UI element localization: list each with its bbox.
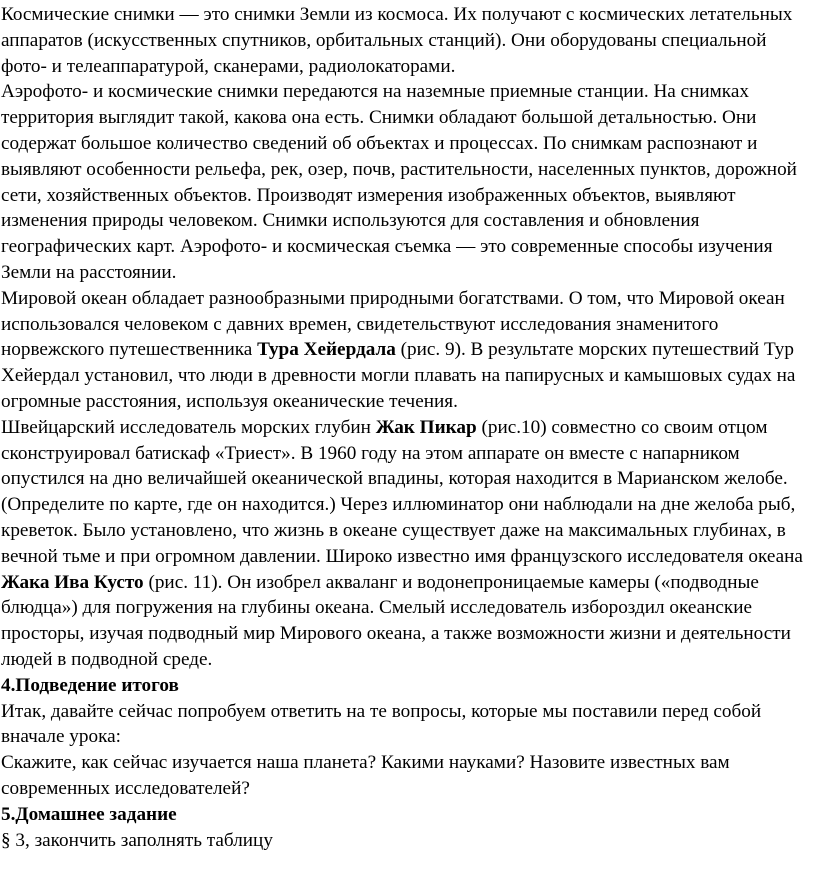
paragraph-summary-questions: Скажите, как сейчас изучается наша планета? Какими науками? Назовите известных вам современных исследователей? bbox=[1, 752, 730, 799]
paragraph-space-images: Космические снимки — это снимки Земли из космоса. Их получают с космических летательных аппаратов (искусственных спутников, орбитальных станций). Они оборудованы специальной фото- и телеаппаратурой, сканерами, радиолокаторами. bbox=[1, 4, 793, 77]
name-cousteau: Жака Ива Кусто bbox=[1, 571, 144, 593]
section-heading-summary: 4.Подведение итогов bbox=[1, 674, 179, 696]
text-fragment: Мировой океан обладает разнообразными природными богатствами. О том, что Мировой океан использовался человеком с давних времен, свидетельствуют исследования знаменитого норвежского путешественника bbox=[1, 287, 785, 361]
text-fragment: (рис. 11). Он изобрел акваланг и водонепроницаемые камеры («подводные блюдца») для погружения на глубины океана. Смелый исследователь избороздил океанские просторы, изучая подводный мир Мирового океана, а также возможности жизни и деятельности людей в подводной среде. bbox=[1, 571, 791, 670]
name-heyerdahl: Тура Хейердала bbox=[257, 339, 396, 361]
paragraph-summary-intro: Итак, давайте сейчас попробуем ответить на те вопросы, которые мы поставили перед собой вначале урока: bbox=[1, 700, 762, 748]
paragraph-aerial-images: Аэрофото- и космические снимки передаются на наземные приемные станции. На снимках территория выглядит такой, какова она есть. Снимки обладают большой детальностью. Они содержат большое количество сведений об объектах и процессах. По снимкам распознают и выявляют особенности рельефа, рек, озер, почв, растительности, населенных пунктов, дорожной сети, хозяйственных объектов. Производят измерения изображенных объектов, выявляют изменения природы человеком. Снимки используются для составления и обновления географических карт. Аэрофото- и космическая съемка — это современные способы изучения Земли на расстоянии. bbox=[1, 81, 797, 283]
section-heading-homework: 5.Домашнее задание bbox=[1, 803, 177, 825]
paragraph-piccard-cousteau bbox=[1, 415, 812, 673]
text-fragment: (рис.10) совместно со своим отцом сконструировал батискаф «Триест». В 1960 году на этом аппарате он вместе с напарником опустился на дно величайшей океанической впадины, которая находится в Марианском желобе. (Определите по карте, где он находится.) Через иллюминатор они наблюдали на дне желоба рыб, креветок. Было установлено, что жизнь в океане существует даже на максимальных глубинах, в вечной тьме и при огромном давлении. Широко известно имя французского исследователя океана bbox=[1, 416, 803, 567]
name-piccard: Жак Пикар bbox=[375, 416, 477, 438]
text-fragment: Швейцарский исследователь морских глубин bbox=[1, 416, 376, 438]
paragraph-heyerdahl bbox=[1, 286, 812, 415]
paragraph-homework: § 3, закончить заполнять таблицу bbox=[1, 829, 273, 851]
text-fragment: (рис. 9). В результате морских путешествий Тур Хейердал установил, что люди в древности могли плавать на папирусных и камышовых судах на огромные расстояния, используя океанические течения. bbox=[1, 339, 796, 412]
